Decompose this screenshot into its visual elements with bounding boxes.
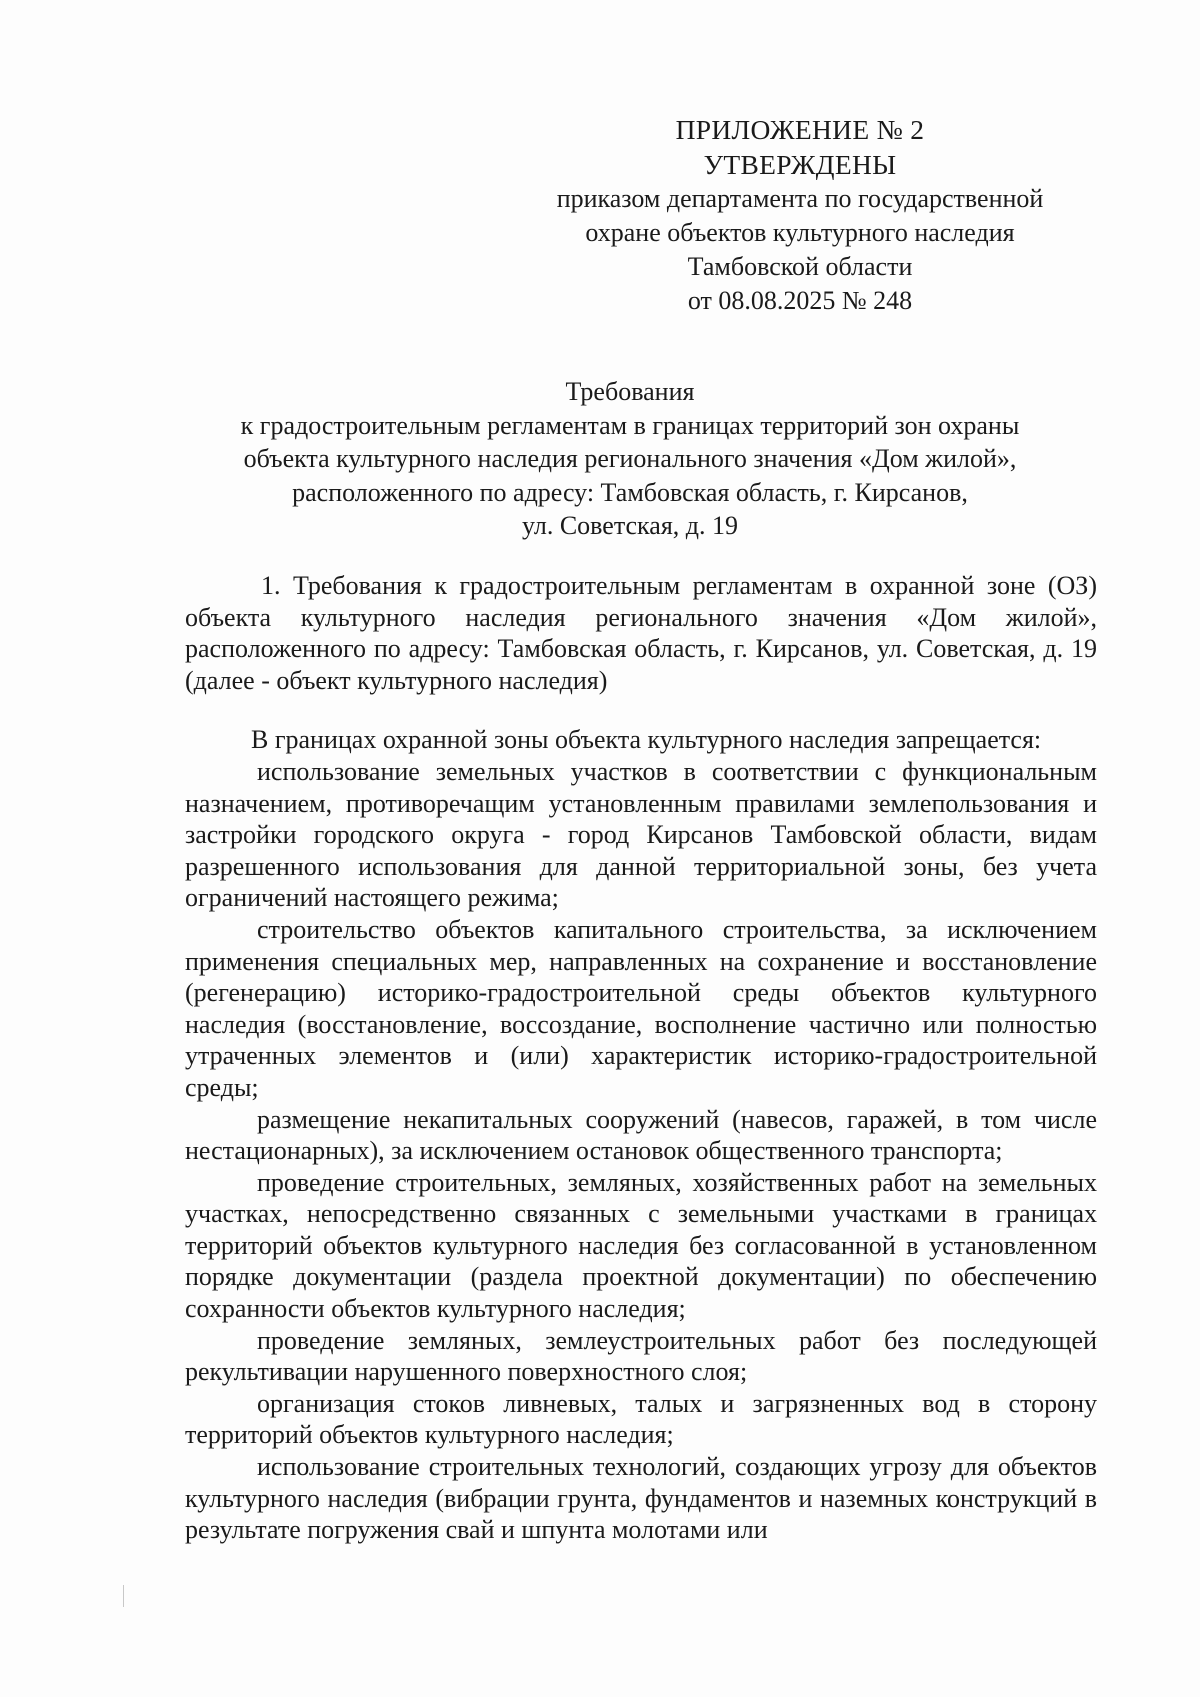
prohibition-item: проведение земляных, землеустроительных работ без последующей рекультивации нарушенного поверхностного слоя; — [185, 1325, 1097, 1387]
prohibition-item: строительство объектов капитального строительства, за исключением применения специальных мер, направленных на сохранение и восстановление (регенерацию) историко-градостроительной среды объектов культурного наследия (восстановление, воссоздание, восполнение частично или полностью утраченных элементов и (или) характеристик историко-градостроительной среды; — [185, 914, 1097, 1102]
title-line: к градостроительным регламентам в границах территорий зон охраны — [240, 410, 1020, 440]
approval-order-line: Тамбовской области — [687, 252, 913, 281]
prohibition-item: проведение строительных, земляных, хозяйственных работ на земельных участках, непосредственно связанных с земельными участками в границах территорий объектов культурного наследия без согласованной в установленном порядке документации (раздела проектной документации) по обеспечению сохранности объектов культурного наследия; — [185, 1167, 1097, 1324]
document-body — [185, 570, 1097, 1546]
approval-header — [500, 112, 1100, 318]
prohibitions-intro: В границах охранной зоны объекта культурного наследия запрещается: — [251, 725, 1042, 755]
approval-order-line: охране объектов культурного наследия — [585, 218, 1015, 247]
document-title — [170, 375, 1090, 543]
title-line: ул. Советская, д. 19 — [521, 511, 739, 540]
prohibition-item: использование строительных технологий, создающих угрозу для объектов культурного наследия (вибрации грунта, фундаментов и наземных конструкций в результате погружения свай и шпунта молотами или — [185, 1452, 1097, 1545]
approval-order-date: от 08.08.2025 № 248 — [687, 286, 913, 315]
appendix-number: ПРИЛОЖЕНИЕ № 2 — [675, 114, 925, 145]
title-line: объекта культурного наследия регионального значения «Дом жилой», — [243, 444, 1017, 473]
title-heading: Требования — [565, 377, 695, 406]
title-line: расположенного по адресу: Тамбовская область, г. Кирсанов, — [292, 477, 968, 507]
prohibition-item: организация стоков ливневых, талых и загрязненных вод в сторону территорий объектов культурного наследия; — [185, 1388, 1097, 1450]
approval-order-line: приказом департамента по государственной — [556, 184, 1044, 213]
approved-label: УТВЕРЖДЕНЫ — [703, 149, 897, 180]
section-1-heading: 1. Требования к градостроительным регламентам в охранной зоне (ОЗ) объекта культурного наследия регионального значения «Дом жилой», расположенного по адресу: Тамбовская область, г. Кирсанов, ул. Советская, д. 19 (далее - объект культурного наследия) — [185, 571, 1097, 695]
prohibition-item: размещение некапитальных сооружений (навесов, гаражей, в том числе нестационарных), за исключением остановок общественного транспорта; — [185, 1104, 1097, 1166]
scan-artifact — [123, 1585, 124, 1607]
prohibition-item: использование земельных участков в соответствии с функциональным назначением, противоречащим установленным правилами землепользования и застройки городского округа - город Кирсанов Тамбовской области, видам разрешенного использования для данной территориальной зоны, без учета ограничений настоящего режима; — [185, 756, 1097, 913]
